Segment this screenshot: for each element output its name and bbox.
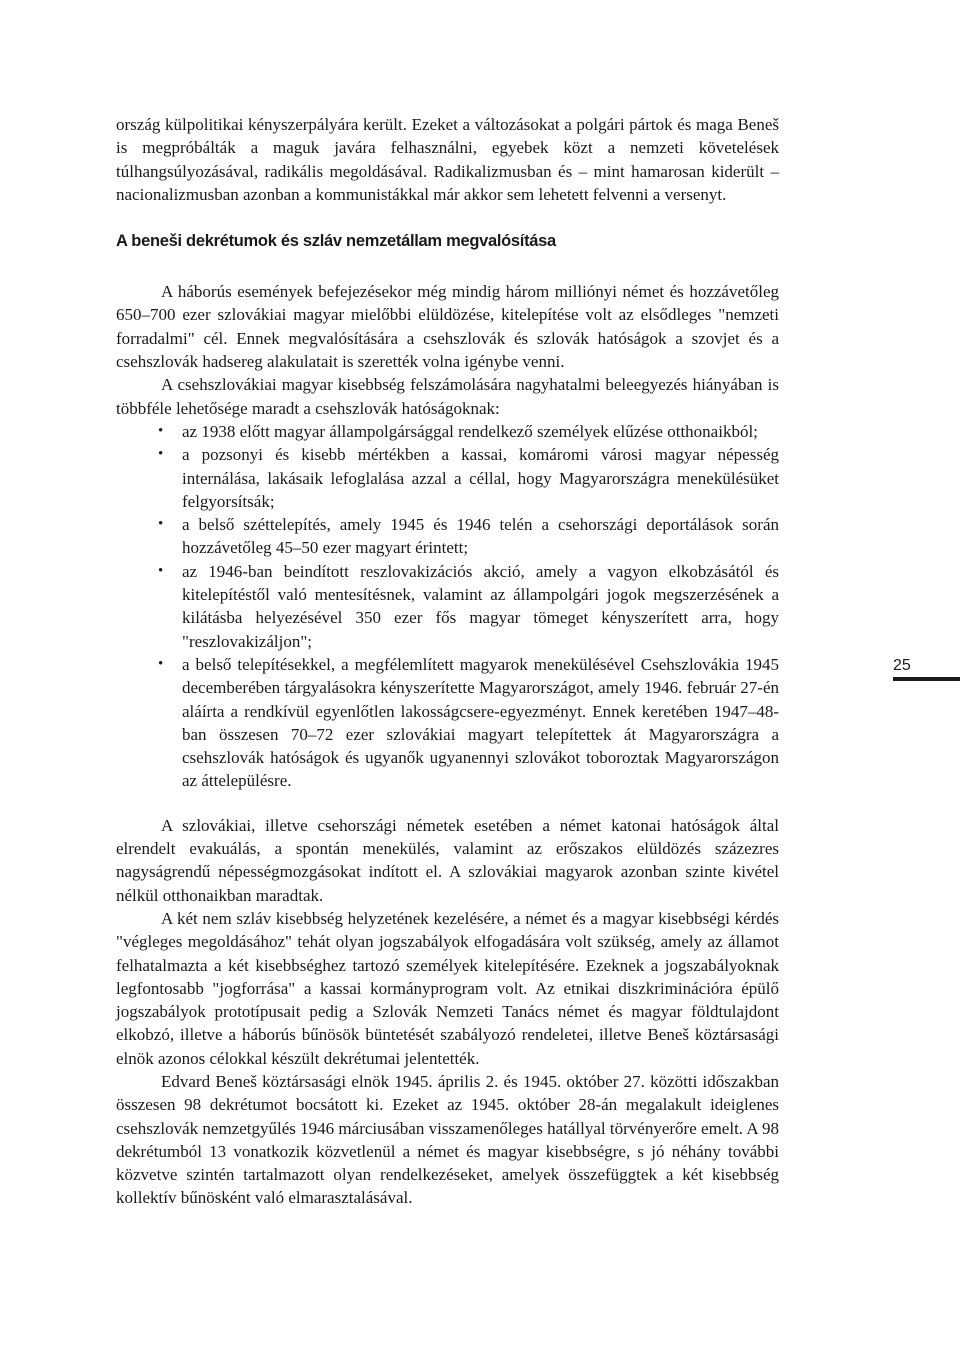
paragraph: A csehszlovákiai magyar kisebbség felszámolására nagyhatalmi beleegyezés hiányában is többféle lehetősége maradt a csehszlovák hatóságoknak:: [116, 375, 779, 418]
paragraph: A két nem szláv kisebbség helyzetének kezelésére, a német és a magyar kisebbségi kérdés "végleges megoldásához" tehát olyan jogszabályok elfogadására volt szükség, amely az államot felhatalmazta a két kisebbséghez tartozó személyek kitelepítésére. Ezeknek a jogszabályoknak legfontosabb "jogforrása" a kassai kormányprogram volt. Az etnikai diszkriminációra épülő jogszabályok prototípusait pedig a Szlovák Nemzeti Tanács német és magyar földtulajdont elkobzó, illetve a háborús bűnösök büntetését szabályozó rendeletei, illetve Beneš köztársasági elnök azonos célokkal készült dekrétumai jelentették.: [116, 908, 779, 1068]
list-item-text: a belső széttelepítés, amely 1945 és 1946 telén a csehországi deportálások során hozzávetőleg 45–50 ezer magyart érintett;: [182, 515, 779, 558]
list-item-text: a belső telepítésekkel, a megfélemlített magyarok menekülésével Csehszlovákia 1945 decemberében tárgyalásokra kényszerítette Magyarországot, amely 1946. február 27-én aláírta a rendkívül egyenlőtlen lakosságcsere-egyezményt. Ennek keretében 1947–48-ban összesen 70–72 ezer szlovákiai magyart telepítettek át Magyarországra a csehszlovák hatóságok és ugyanők ugyanennyi szlovákot toboroztak Magyarországon az áttelepülésre.: [182, 654, 779, 791]
section-heading: A beneši dekrétumok és szláv nemzetállam megvalósítása: [116, 232, 556, 251]
bullet-icon: •: [158, 422, 164, 439]
paragraph: A háborús események befejezésekor még mindig három milliónyi német és hozzávetőleg 650–700 ezer szlovákiai magyar mielőbbi elüldözése, kitelepítése volt az elsődleges "nemzeti forradalmi" cél. Ennek megvalósítására a csehszlovák és szlovák hatóságok a szovjet és a csehszlovák hadsereg alakulatait is szerették volna igénybe venni.: [116, 282, 779, 372]
bullet-icon: •: [158, 446, 164, 463]
list-item: [116, 653, 779, 793]
paragraph: A szlovákiai, illetve csehországi németek esetében a német katonai hatóságok által elrendelt evakuálás, a spontán menekülés, valamint az erőszakos elüldözés százezres nagyságrendű népességmozgásokat indított el. A szlovákiai magyarok azonban szinte kivétel nélkül otthonaikban maradtak.: [116, 815, 779, 905]
spacer: [116, 793, 779, 814]
page-body: [116, 113, 779, 1210]
bullet-icon: •: [158, 655, 164, 672]
bullet-list: [116, 420, 779, 793]
page-number: 25: [893, 657, 911, 674]
list-item: [116, 420, 779, 443]
list-item: [116, 560, 779, 653]
list-item-text: az 1938 előtt magyar állampolgársággal rendelkező személyek elűzése otthonaikból;: [182, 421, 758, 441]
bullet-icon: •: [158, 562, 164, 579]
page-number-rule: [893, 677, 960, 681]
list-item: [116, 513, 779, 560]
paragraph: Edvard Beneš köztársasági elnök 1945. április 2. és 1945. október 27. közötti időszakban összesen 98 dekrétumot bocsátott ki. Ezeket az 1945. október 28-án megalakult ideiglenes csehszlovák nemzetgyűlés 1946 márciusában visszamenőleges hatállyal törvényerőre emelt. A 98 dekrétumból 13 vonatkozik közvetlenül a német és magyar kisebbségre, s jó néhány további közvetve szintén tartalmazott olyan rendelkezéseket, amelyek összefüggtek a két kisebbség kollektív bűnösként való elmarasztalásával.: [116, 1071, 779, 1208]
intro-paragraph: ország külpolitikai kényszerpályára került. Ezeket a változásokat a polgári pártok és maga Beneš is megpróbálták a maguk javára felhasználni, egyebek közt a nemzeti követelések túlhangsúlyozásával, radikális megoldásával. Radikalizmusban és – mint hamarosan kiderült – nacionalizmusban azonban a kommunistákkal már akkor sem lehetett felvenni a versenyt.: [116, 115, 779, 204]
list-item: [116, 443, 779, 513]
list-item-text: a pozsonyi és kisebb mértékben a kassai, komáromi városi magyar népesség internálása, lakásaik lefoglalása azzal a céllal, hogy Magyarországra menekülésüket felgyorsítsák;: [182, 445, 779, 511]
bullet-icon: •: [158, 516, 164, 533]
list-item-text: az 1946-ban beindított reszlovakizációs akció, amely a vagyon elkobzásától és kitelepítéstől való mentesítésnek, valamint az állampolgári jogok megszerzésének a kilátásba helyezésével 350 ezer fős magyar tömeget kényszerített arra, hogy "reszlovakizáljon";: [182, 561, 779, 651]
